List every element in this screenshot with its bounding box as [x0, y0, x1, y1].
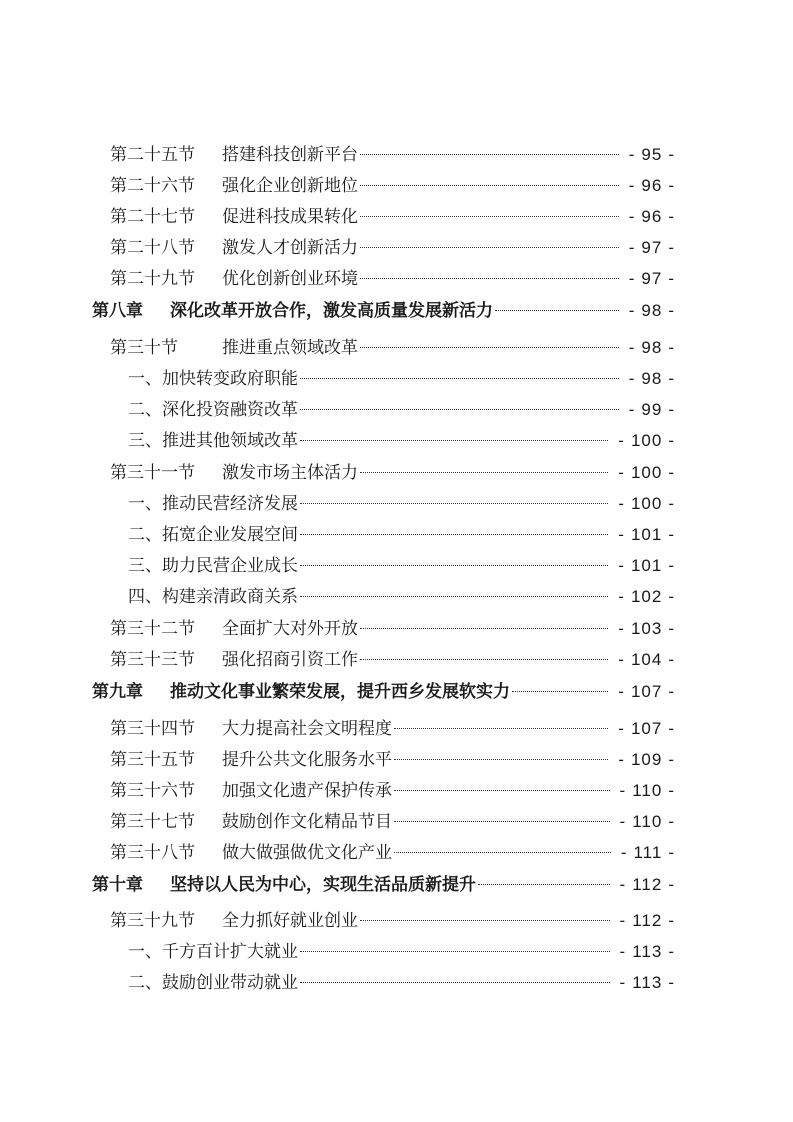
- page-dash: -: [668, 176, 675, 195]
- page-dash: -: [668, 301, 675, 320]
- toc-entry-title: 搭建科技创新平台: [222, 145, 358, 165]
- page-number-value: 110: [632, 781, 663, 800]
- toc-entry-label: [110, 807, 392, 837]
- toc-page-number: [623, 140, 681, 170]
- dot-leader: [360, 153, 619, 155]
- page-number-value: 97: [641, 238, 663, 257]
- page-dash: -: [618, 750, 625, 769]
- toc-item-row: [128, 520, 681, 550]
- page-dash: -: [620, 843, 628, 862]
- page-dash: -: [668, 973, 675, 992]
- toc-entry-title: 激发人才创新活力: [222, 238, 358, 258]
- page-number-value: 104: [630, 650, 663, 669]
- toc-entry-number: 第三十九节: [110, 911, 195, 931]
- toc-page-number: [623, 233, 681, 263]
- dot-leader: [360, 277, 619, 279]
- toc-page-number: [612, 677, 681, 707]
- toc-section-row: [110, 645, 681, 675]
- toc-page-number: [612, 745, 681, 775]
- toc-section-row: [110, 202, 681, 232]
- toc-entry-title: 推动文化事业繁荣发展，提升西乡发展软实力: [170, 682, 510, 702]
- toc-chapter-row: [92, 870, 681, 900]
- page-number-value: 100: [630, 431, 663, 450]
- page-dash: -: [619, 781, 627, 800]
- toc-entry-title: 深化改革开放合作，激发高质量发展新活力: [170, 301, 493, 321]
- toc-entry-label: [110, 233, 358, 263]
- dot-leader: [300, 408, 619, 410]
- toc-entry-label: [110, 458, 358, 488]
- toc-entry-title: 一、千方百计扩大就业: [128, 942, 298, 962]
- toc-page-number: [612, 458, 681, 488]
- toc-section-row: [110, 264, 681, 294]
- toc-section-row: [110, 807, 681, 837]
- page-dash: -: [668, 525, 675, 544]
- toc-entry-number: 第三十二节: [110, 619, 195, 639]
- dot-leader: [300, 950, 610, 952]
- toc-entry-label: [110, 264, 358, 294]
- toc-entry-title: 坚持以人民为中心，实现生活品质新提升: [170, 875, 476, 895]
- dot-leader: [360, 471, 608, 473]
- dot-leader: [360, 246, 619, 248]
- toc-entry-title: 促进科技成果转化: [222, 207, 358, 227]
- page-dash: -: [618, 525, 625, 544]
- toc-item-row: [128, 968, 681, 998]
- toc-entry-title: 大力提高社会文明程度: [222, 719, 392, 739]
- toc-item-row: [128, 395, 681, 425]
- toc-section-row: [110, 906, 681, 936]
- toc-page-number: [612, 551, 681, 581]
- toc-page-number: [612, 645, 681, 675]
- page-number-value: 112: [632, 911, 663, 930]
- dot-leader: [300, 502, 608, 504]
- toc-entry-number: 第九章: [92, 682, 143, 702]
- toc-entry-label: [110, 171, 358, 201]
- page-dash: -: [668, 781, 675, 800]
- page-dash: -: [668, 400, 675, 419]
- toc-section-row: [110, 614, 681, 644]
- toc-page-number: [612, 614, 681, 644]
- toc-entry-label: [110, 333, 358, 363]
- page-dash: -: [668, 269, 675, 288]
- toc-page-number: [614, 776, 681, 806]
- toc-entry-title: 全面扩大对外开放: [222, 619, 358, 639]
- toc-section-row: [110, 171, 681, 201]
- dot-leader: [394, 727, 608, 729]
- page-dash: -: [618, 494, 625, 513]
- toc-entry-label: [110, 714, 392, 744]
- page-number-value: 103: [630, 619, 663, 638]
- toc-page-number: [614, 968, 681, 998]
- toc-entry-number: 第八章: [92, 301, 143, 321]
- page-dash: -: [668, 556, 675, 575]
- toc-entry-number: 第三十六节: [110, 781, 195, 801]
- page-number-value: 95: [641, 145, 663, 164]
- toc-entry-label: [110, 645, 358, 675]
- toc-section-row: [110, 776, 681, 806]
- dot-leader: [300, 595, 608, 597]
- toc-chapter-row: [92, 296, 681, 326]
- page-dash: -: [668, 238, 675, 257]
- toc-entry-title: 做大做强做优文化产业: [222, 843, 392, 863]
- page-dash: -: [619, 812, 627, 831]
- page-dash: -: [668, 369, 675, 388]
- toc-page-number: [614, 906, 681, 936]
- page-dash: -: [628, 338, 636, 357]
- page-dash: -: [668, 619, 675, 638]
- dot-leader: [495, 309, 619, 311]
- page-dash: -: [619, 942, 627, 961]
- toc-entry-number: 第二十七节: [110, 207, 195, 227]
- page-dash: -: [618, 650, 625, 669]
- toc-entry-title: 推进重点领域改革: [222, 338, 358, 358]
- dot-leader: [300, 533, 608, 535]
- page-dash: -: [668, 494, 675, 513]
- dot-leader: [394, 820, 610, 822]
- toc-entry-title: 三、推进其他领域改革: [128, 431, 298, 451]
- dot-leader: [394, 789, 610, 791]
- toc-page-number: [623, 296, 681, 326]
- page-number-value: 102: [630, 587, 663, 606]
- toc-page-number: [614, 807, 681, 837]
- toc-page-number: [612, 489, 681, 519]
- toc-item-row: [128, 582, 681, 612]
- toc-entry-title: 一、加快转变政府职能: [128, 369, 298, 389]
- page-dash: -: [618, 682, 625, 701]
- page-number-value: 110: [632, 812, 663, 831]
- toc-entry-number: 第二十六节: [110, 176, 195, 196]
- toc-page-number: [612, 582, 681, 612]
- toc-entry-number: 第二十五节: [110, 145, 195, 165]
- toc-entry-number: 第三十八节: [110, 843, 195, 863]
- toc-entry-number: 第三十三节: [110, 650, 195, 670]
- page-dash: -: [628, 369, 636, 388]
- page-number-value: 100: [630, 494, 663, 513]
- page-number-value: 101: [630, 556, 663, 575]
- toc-entry-title: 强化招商引资工作: [222, 650, 358, 670]
- page-dash: -: [628, 238, 636, 257]
- page-dash: -: [668, 719, 675, 738]
- toc-entry-title: 加强文化遗产保护传承: [222, 781, 392, 801]
- page-dash: -: [668, 463, 675, 482]
- toc-entry-number: 第三十四节: [110, 719, 195, 739]
- page-number-value: 100: [630, 463, 663, 482]
- page-number-value: 98: [641, 369, 663, 388]
- toc-entry-label: [110, 906, 358, 936]
- page-dash: -: [668, 650, 675, 669]
- toc-page-number: [623, 264, 681, 294]
- toc-page-number: [614, 870, 681, 900]
- toc-entry-title: 四、构建亲清政商关系: [128, 587, 298, 607]
- dot-leader: [394, 758, 608, 760]
- dot-leader: [300, 439, 608, 441]
- toc-section-row: [110, 714, 681, 744]
- page-dash: -: [619, 973, 627, 992]
- toc-entry-label: [128, 582, 298, 612]
- toc-section-row: [110, 233, 681, 263]
- toc-page-number: [623, 171, 681, 201]
- toc-entry-title: 二、深化投资融资改革: [128, 400, 298, 420]
- toc-entry-label: [110, 776, 392, 806]
- dot-leader: [360, 658, 608, 660]
- toc-item-row: [128, 551, 681, 581]
- toc-entry-title: 强化企业创新地位: [222, 176, 358, 196]
- dot-leader: [300, 564, 608, 566]
- toc-entry-title: 二、拓宽企业发展空间: [128, 525, 298, 545]
- page-dash: -: [628, 176, 636, 195]
- toc-page-number: [612, 714, 681, 744]
- page-number-value: 113: [632, 942, 663, 961]
- toc-page-number: [612, 520, 681, 550]
- toc-entry-label: [92, 677, 510, 707]
- toc-item-row: [128, 489, 681, 519]
- toc-section-row: [110, 838, 681, 868]
- page-dash: -: [628, 301, 636, 320]
- page-dash: -: [619, 875, 627, 894]
- page-number-value: 99: [641, 400, 663, 419]
- toc-page-number: [623, 364, 681, 394]
- page-dash: -: [618, 463, 625, 482]
- toc-entry-number: 第二十八节: [110, 238, 195, 258]
- toc-entry-label: [128, 364, 298, 394]
- page-dash: -: [668, 338, 675, 357]
- dot-leader: [512, 690, 608, 692]
- toc-entry-number: 第三十节: [110, 338, 178, 358]
- page-number-value: 98: [641, 301, 663, 320]
- page-number-value: 98: [641, 338, 663, 357]
- toc-page-number: [614, 937, 681, 967]
- toc-entry-number: 第三十一节: [110, 463, 195, 483]
- page-dash: -: [668, 431, 675, 450]
- page-dash: -: [668, 587, 675, 606]
- toc-entry-label: [110, 202, 358, 232]
- toc-entry-label: [110, 838, 392, 868]
- toc-entry-title: 提升公共文化服务水平: [222, 750, 392, 770]
- page-number-value: 96: [641, 176, 663, 195]
- page-dash: -: [618, 619, 625, 638]
- toc-entry-title: 优化创新创业环境: [222, 269, 358, 289]
- dot-leader: [360, 627, 608, 629]
- toc-entry-title: 一、推动民营经济发展: [128, 494, 298, 514]
- page-number-value: 101: [630, 525, 663, 544]
- toc-item-row: [128, 364, 681, 394]
- dot-leader: [360, 215, 619, 217]
- toc-item-row: [128, 937, 681, 967]
- page-number-value: 109: [630, 750, 663, 769]
- page-dash: -: [668, 750, 675, 769]
- page-number-value: 107: [630, 719, 663, 738]
- toc-page-number: [623, 395, 681, 425]
- dot-leader: [360, 184, 619, 186]
- page-dash: -: [618, 587, 625, 606]
- toc-entry-number: 第三十七节: [110, 812, 195, 832]
- toc-entry-number: 第二十九节: [110, 269, 195, 289]
- toc-entry-label: [92, 870, 476, 900]
- toc-entry-label: [128, 395, 298, 425]
- page-number-value: 113: [632, 973, 663, 992]
- page-dash: -: [668, 843, 675, 862]
- toc-entry-label: [128, 968, 298, 998]
- toc-page-number: [623, 333, 681, 363]
- page-number-value: 97: [641, 269, 663, 288]
- dot-leader: [478, 883, 610, 885]
- page-dash: -: [668, 875, 675, 894]
- toc-entry-label: [110, 614, 358, 644]
- toc-entry-label: [128, 426, 298, 456]
- toc-entry-label: [92, 296, 493, 326]
- page-dash: -: [628, 145, 636, 164]
- toc-entry-number: 第十章: [92, 875, 143, 895]
- toc-section-row: [110, 140, 681, 170]
- dot-leader: [300, 377, 619, 379]
- toc-chapter-row: [92, 677, 681, 707]
- toc-section-row: [110, 333, 681, 363]
- page-dash: -: [628, 269, 636, 288]
- page-dash: -: [618, 719, 625, 738]
- page-number-value: 112: [632, 875, 663, 894]
- toc-entry-label: [110, 745, 392, 775]
- page-dash: -: [668, 942, 675, 961]
- toc-item-row: [128, 426, 681, 456]
- toc-section-row: [110, 745, 681, 775]
- dot-leader: [300, 981, 610, 983]
- page-dash: -: [668, 682, 675, 701]
- toc-page-number: [615, 838, 681, 868]
- toc-entry-label: [128, 937, 298, 967]
- page-dash: -: [628, 207, 636, 226]
- toc-entry-title: 二、鼓励创业带动就业: [128, 973, 298, 993]
- page-dash: -: [668, 911, 675, 930]
- page-dash: -: [618, 431, 625, 450]
- toc-entry-label: [128, 551, 298, 581]
- toc-page-number: [612, 426, 681, 456]
- page-dash: -: [668, 207, 675, 226]
- toc-entry-number: 第三十五节: [110, 750, 195, 770]
- page-dash: -: [628, 400, 636, 419]
- toc-page-number: [623, 202, 681, 232]
- toc-entry-title: 全力抓好就业创业: [222, 911, 358, 931]
- toc-entry-title: 鼓励创作文化精品节目: [222, 812, 392, 832]
- toc-entry-title: 三、助力民营企业成长: [128, 556, 298, 576]
- dot-leader: [360, 919, 610, 921]
- dot-leader: [394, 851, 611, 853]
- page-dash: -: [668, 812, 675, 831]
- toc-entry-label: [128, 520, 298, 550]
- dot-leader: [360, 346, 619, 348]
- page-dash: -: [619, 911, 627, 930]
- toc-entry-title: 激发市场主体活力: [222, 463, 358, 483]
- page-number-value: 111: [633, 843, 663, 862]
- page-dash: -: [668, 145, 675, 164]
- page-number-value: 107: [630, 682, 663, 701]
- page-dash: -: [618, 556, 625, 575]
- toc-entry-label: [110, 140, 358, 170]
- toc-entry-label: [128, 489, 298, 519]
- page-number-value: 96: [641, 207, 663, 226]
- toc-section-row: [110, 458, 681, 488]
